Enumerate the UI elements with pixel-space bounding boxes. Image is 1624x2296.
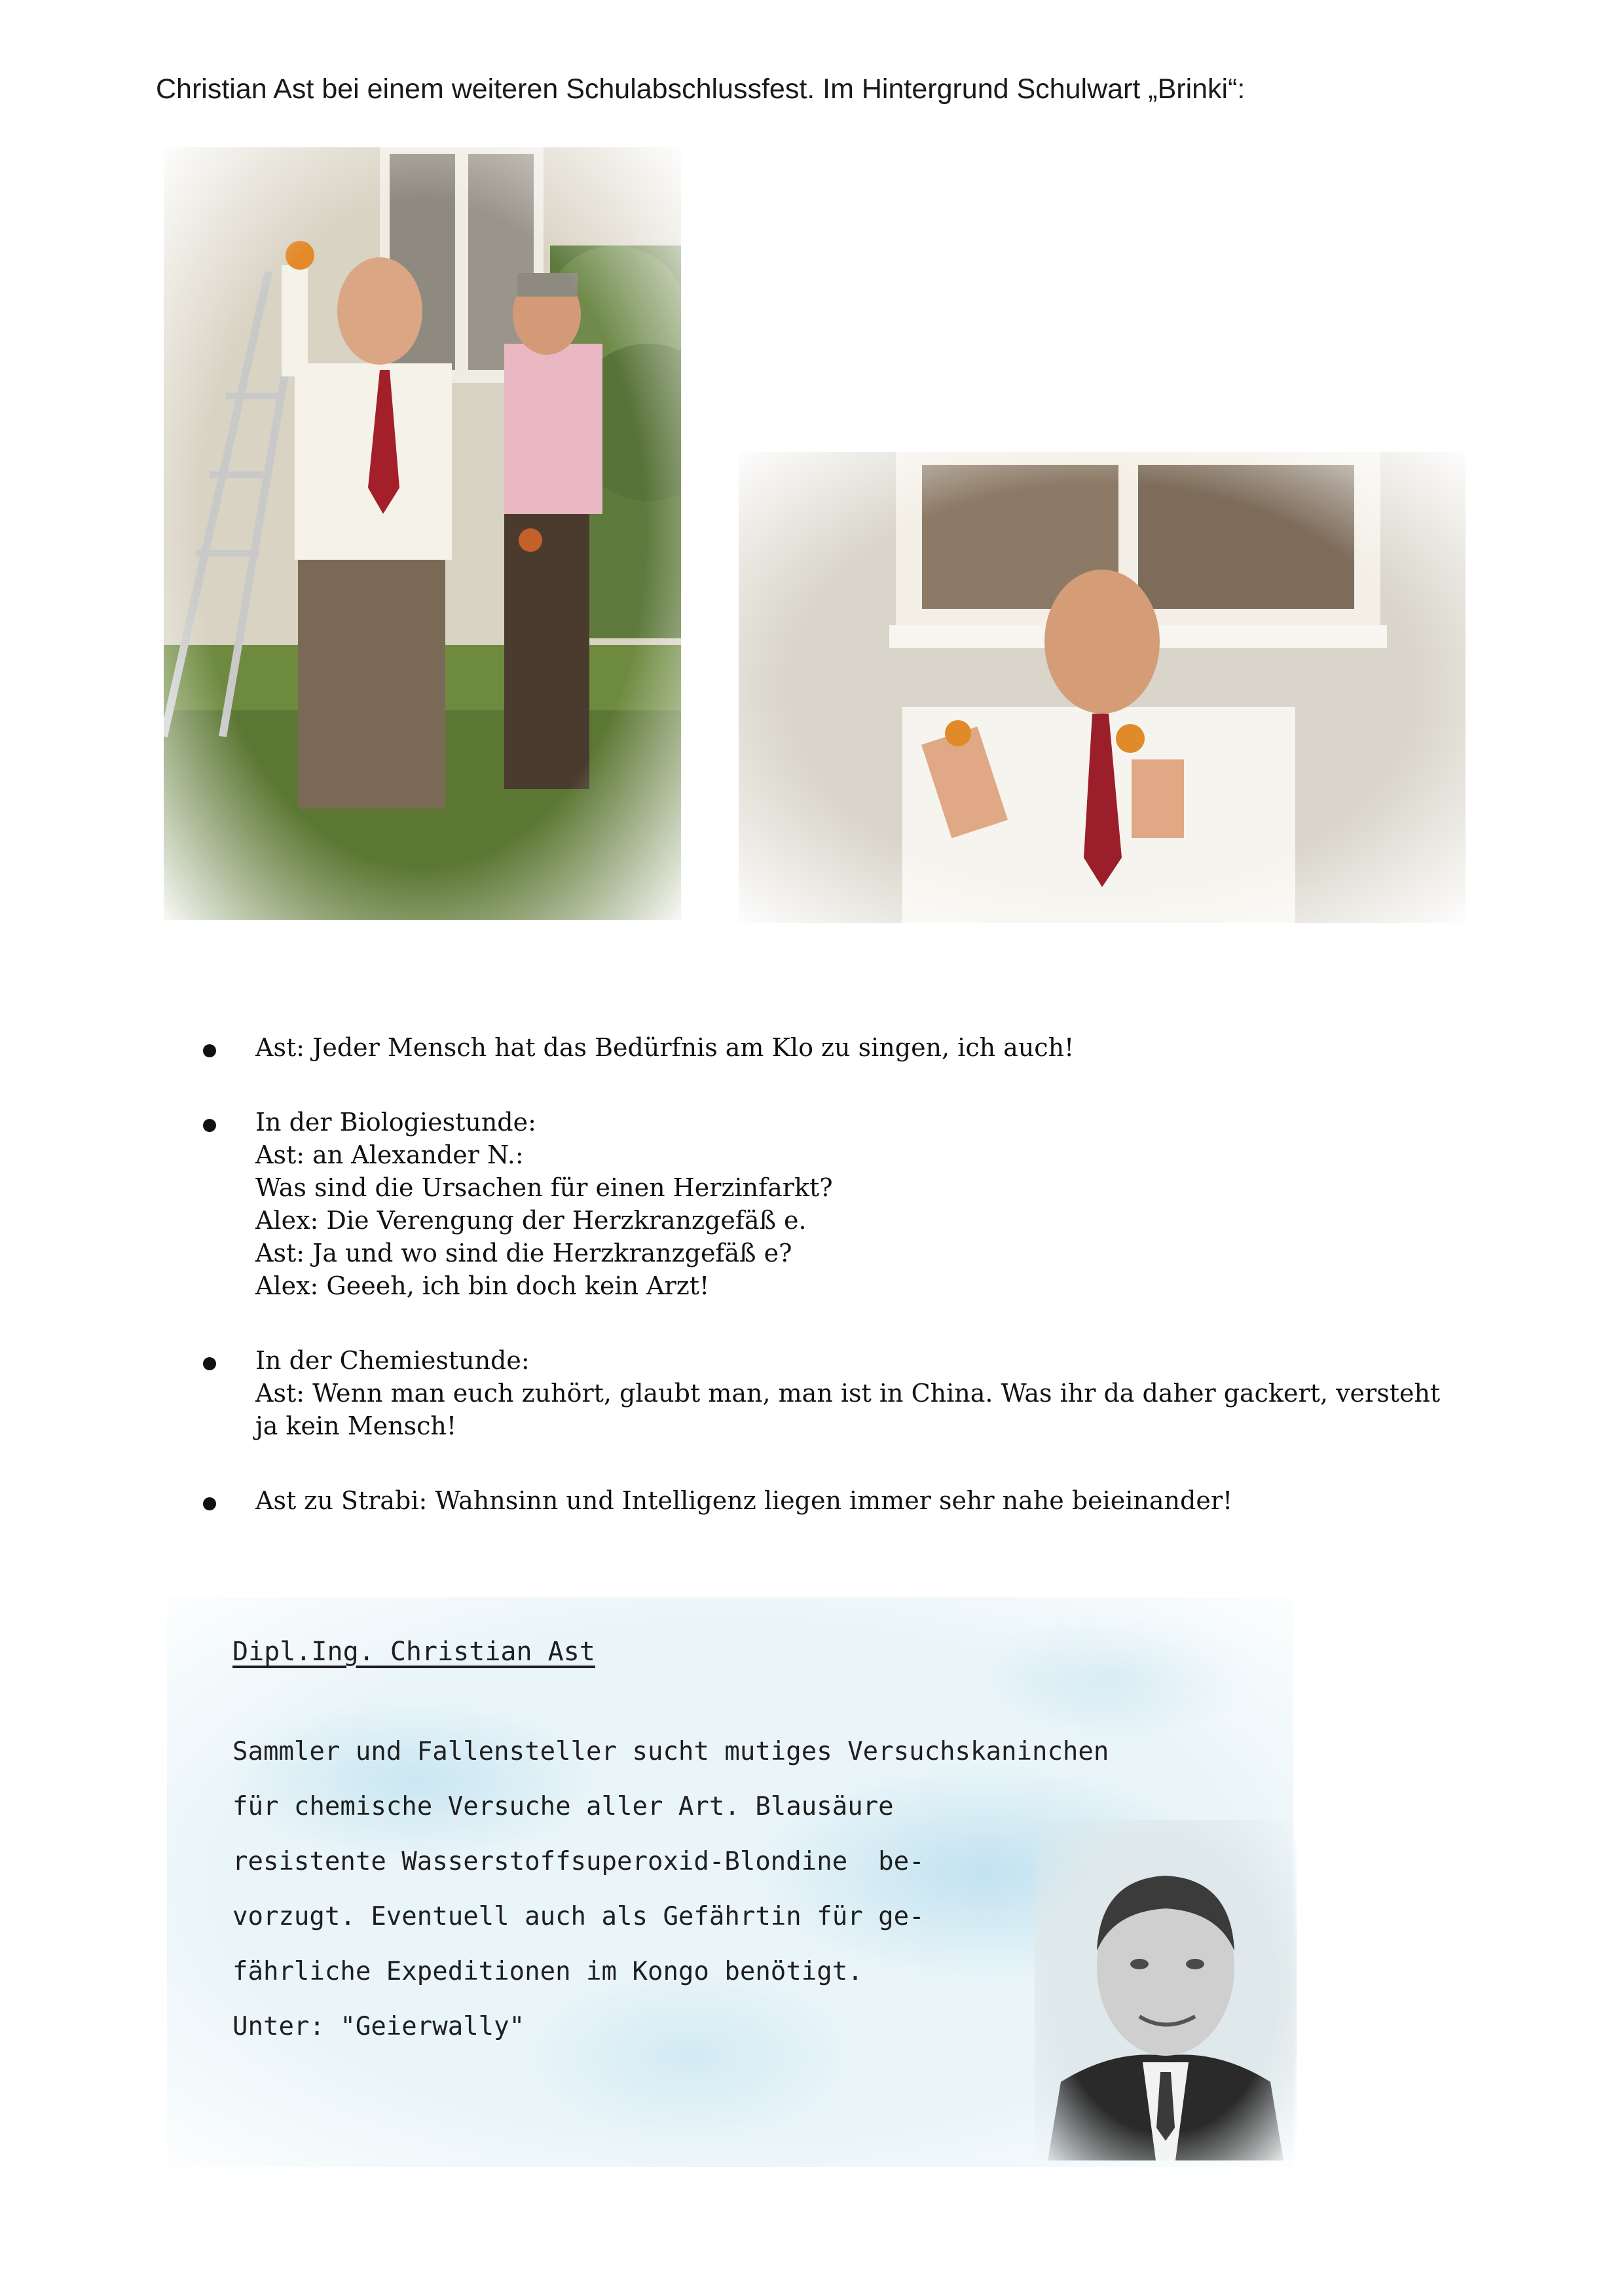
ad-line: Sammler und Fallensteller sucht mutiges Versuchskaninchen	[232, 1737, 1109, 1766]
quote-item	[203, 1106, 1513, 1302]
bullet-icon	[203, 1497, 216, 1510]
portrait-photo	[1035, 1820, 1297, 2160]
ad-line: vorzugt. Eventuell auch als Gefährtin für ge-	[232, 1902, 925, 1931]
quote-line: Ast zu Strabi: Wahnsinn und Intelligenz liegen immer sehr nahe beieinander!	[255, 1486, 1233, 1515]
ad-line: Unter: "Geierwally"	[232, 2012, 525, 2041]
ad-line: für chemische Versuche aller Art. Blausäure	[232, 1792, 894, 1821]
bullet-icon	[203, 1044, 216, 1057]
quote-line: Ast: Ja und wo sind die Herzkranzgefäß e?	[255, 1239, 792, 1267]
typewritten-ad	[232, 1637, 1109, 2054]
ad-title: Dipl.Ing. Christian Ast	[232, 1637, 595, 1667]
quote-line: Alex: Die Verengung der Herzkranzgefäß e.	[255, 1206, 807, 1235]
quote-item	[203, 1344, 1513, 1442]
photo-throwing-ball	[164, 147, 681, 920]
ad-line: fährliche Expeditionen im Kongo benötigt.	[232, 1957, 863, 1986]
quote-item	[203, 1031, 1513, 1064]
quote-line: Ast: an Alexander N.:	[255, 1140, 524, 1169]
bullet-icon	[203, 1119, 216, 1132]
quote-line: In der Chemiestunde:	[255, 1346, 530, 1375]
quote-line: ja kein Mensch!	[255, 1412, 457, 1440]
quote-line: In der Biologiestunde:	[255, 1108, 536, 1137]
quote-line: Ast: Wenn man euch zuhört, glaubt man, man ist in China. Was ihr da daher gackert, versteht	[255, 1379, 1441, 1408]
quotes-list	[203, 1031, 1513, 1559]
ad-line: resistente Wasserstoffsuperoxid-Blondine be-	[232, 1847, 925, 1876]
quote-line: Was sind die Ursachen für einen Herzinfarkt?	[255, 1173, 833, 1202]
quote-line: Alex: Geeeh, ich bin doch kein Arzt!	[255, 1271, 710, 1300]
quote-item	[203, 1484, 1513, 1517]
bullet-icon	[203, 1357, 216, 1370]
photo-holding-ball	[739, 452, 1466, 923]
photo-caption: Christian Ast bei einem weiteren Schulabschlussfest. Im Hintergrund Schulwart „Brinki“:	[156, 73, 1246, 105]
quote-line: Ast: Jeder Mensch hat das Bedürfnis am Klo zu singen, ich auch!	[255, 1033, 1075, 1062]
